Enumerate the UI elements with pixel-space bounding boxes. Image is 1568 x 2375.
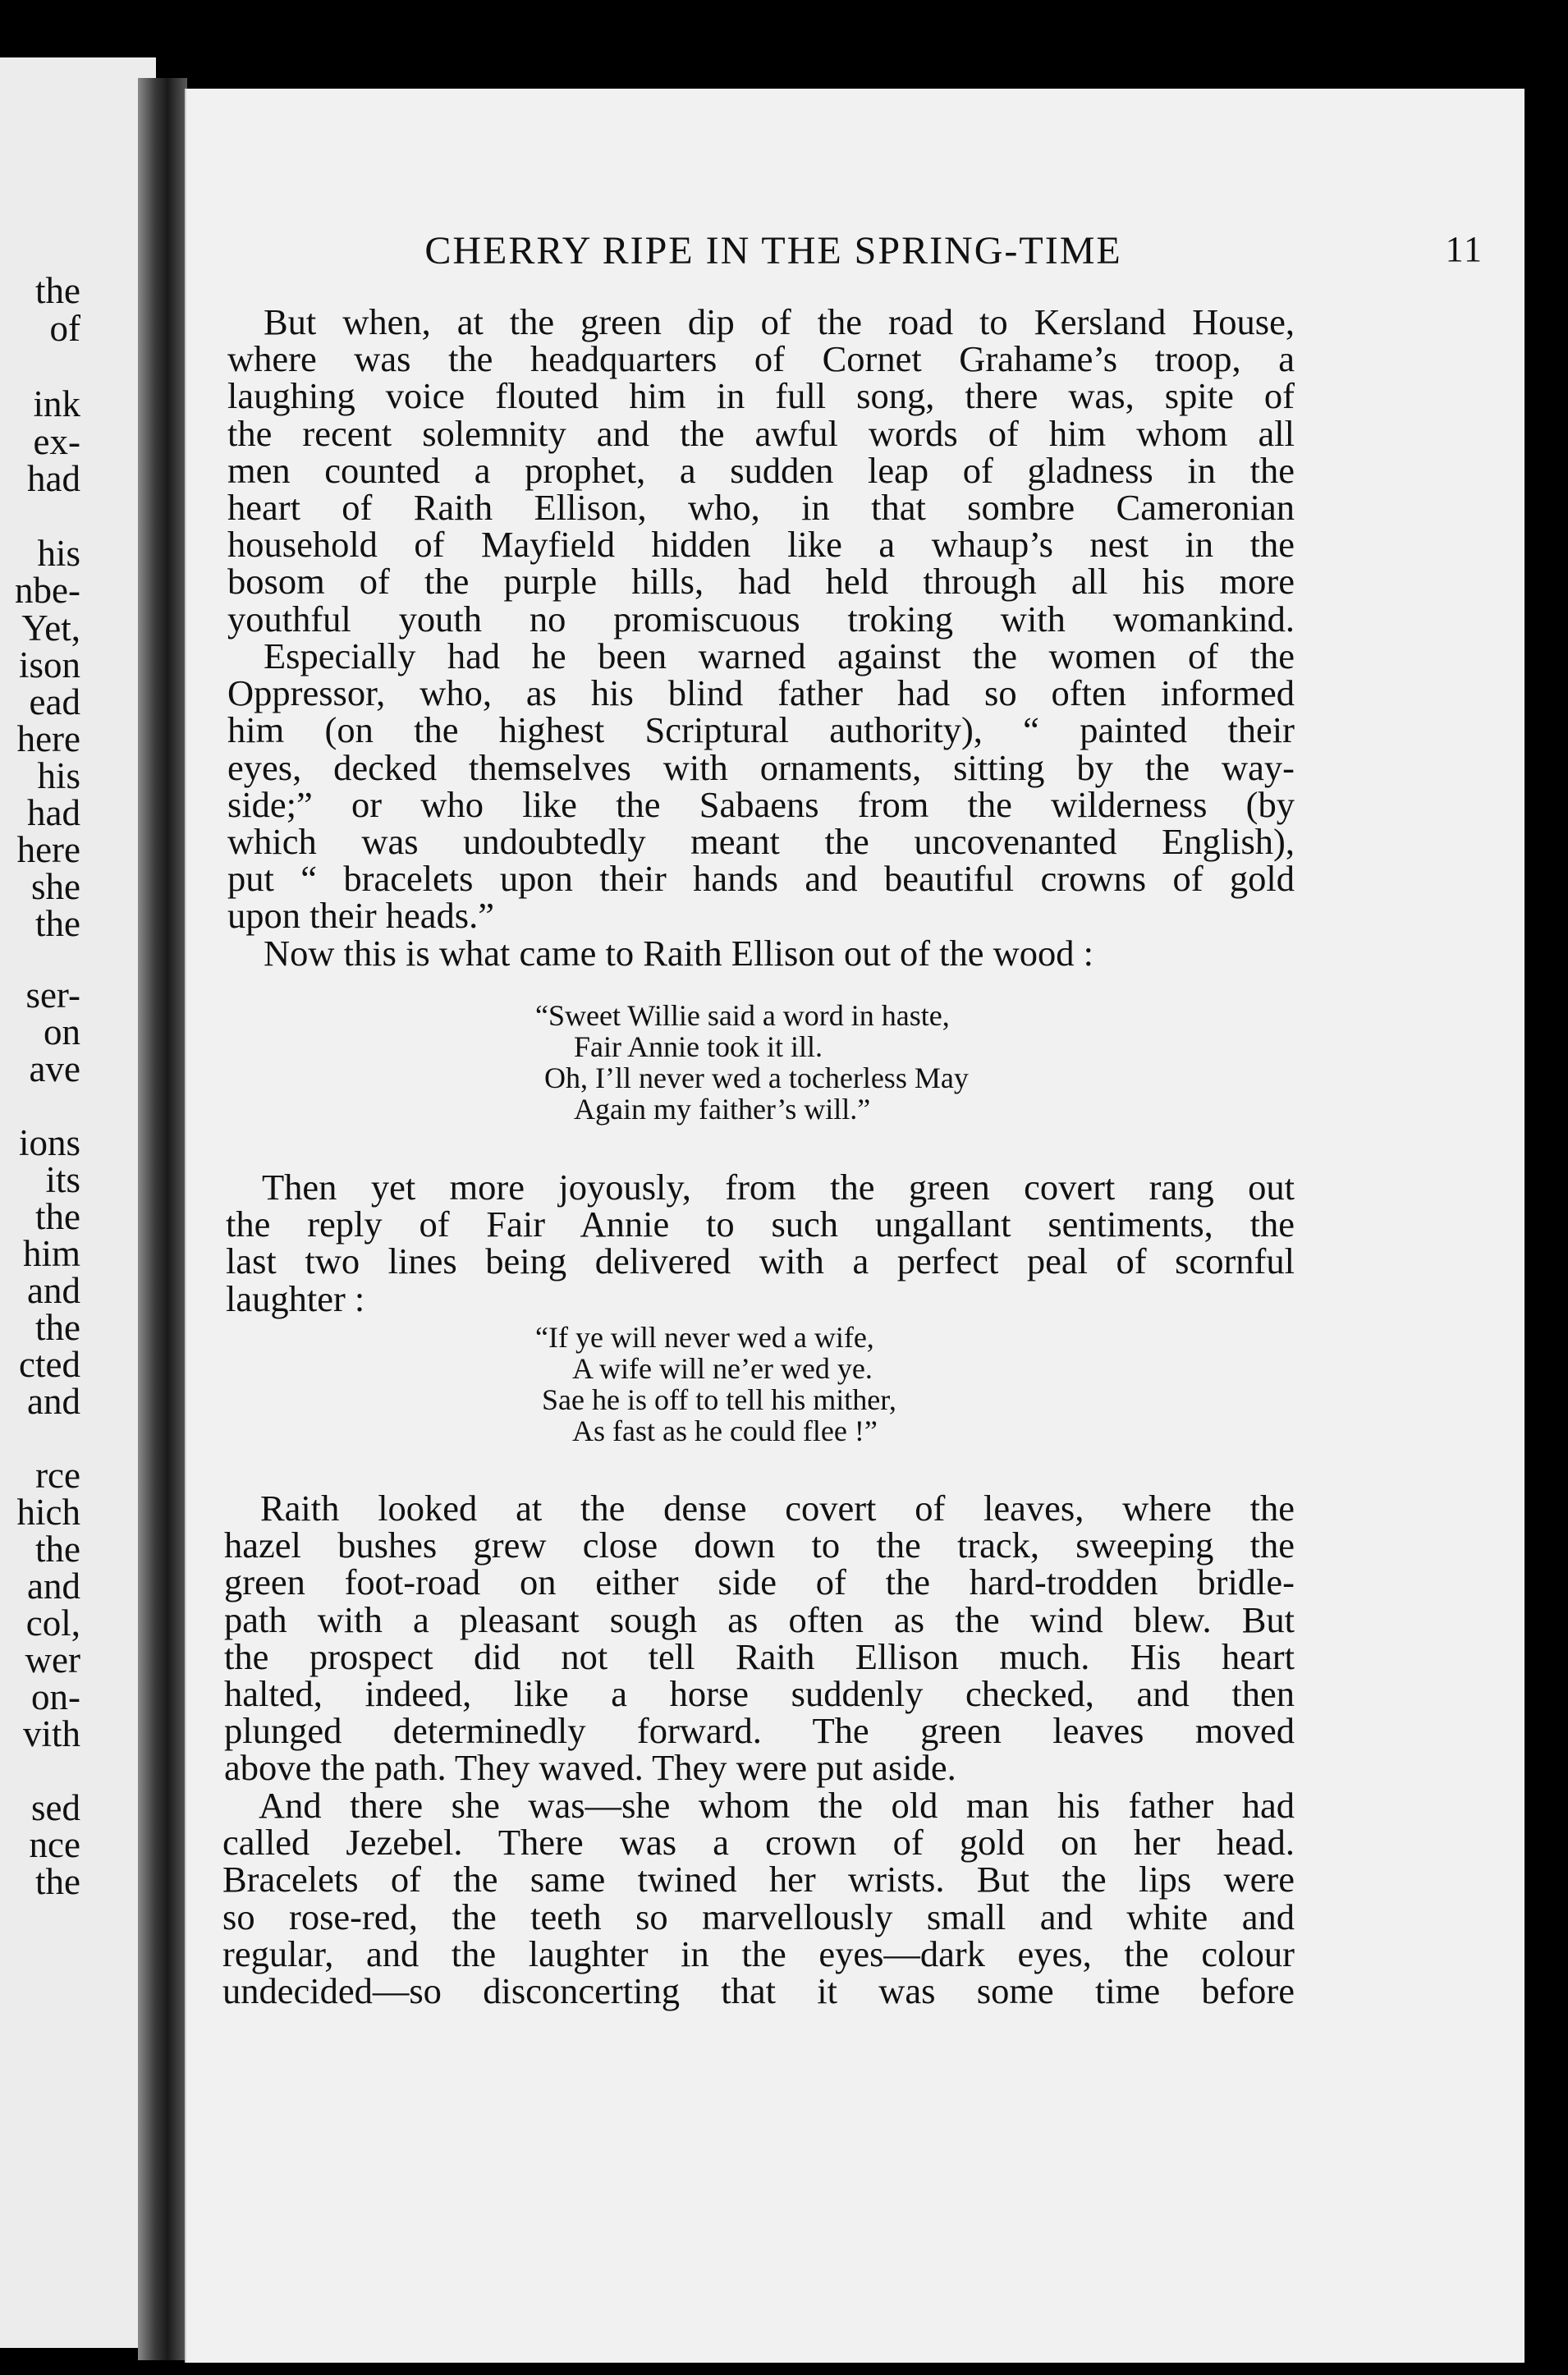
running-head: CHERRY RIPE IN THE SPRING-TIME: [424, 229, 1122, 273]
left-page-line: here: [16, 718, 80, 759]
text-line: green foot-road on either side of the hard-trodden bridle-: [224, 1561, 1295, 1603]
verse-line: As fast as he could flee !”: [572, 1414, 878, 1447]
text-line: so rose-red, the teeth so marvellously small and white and: [222, 1896, 1295, 1937]
text-line: path with a pleasant sough as often as the wind blew. But: [224, 1598, 1295, 1640]
left-page-line: ex-: [33, 421, 80, 462]
left-page-line: the: [35, 1307, 80, 1348]
text-line: Bracelets of the same twined her wrists. But the lips were: [222, 1859, 1295, 1900]
left-page-line: the: [35, 1196, 80, 1237]
left-page-line: here: [16, 829, 80, 870]
text-line: hazel bushes grew close down to the track, sweeping the: [224, 1524, 1295, 1566]
text-line: called Jezebel. There was a crown of gold on her head.: [222, 1822, 1295, 1864]
book-page: [185, 89, 1524, 2363]
left-page-line: ead: [29, 681, 80, 722]
text-line: But when, at the green dip of the road to Kersland House,: [264, 301, 1295, 342]
left-page-line: ser-: [25, 974, 80, 1016]
text-line: regular, and the laughter in the eyes—dark eyes, the colour: [222, 1933, 1295, 1974]
left-page-line: rce: [35, 1455, 80, 1496]
text-line: men counted a prophet, a sudden leap of gladness in the: [227, 449, 1295, 491]
text-line: youthful youth no promiscuous troking with womankind.: [227, 598, 1295, 640]
text-line: undecided—so disconcerting that it was some time before: [222, 1969, 1295, 2011]
paragraph: [224, 1490, 1295, 1787]
left-page-line: nbe-: [15, 570, 80, 611]
text-line: the recent solemnity and the awful words of him whom all: [227, 412, 1295, 454]
text-line: Then yet more joyously, from the green covert rang out: [262, 1167, 1295, 1208]
page-header: [351, 228, 1483, 286]
left-page-line: vith: [22, 1713, 80, 1754]
text-line: plunged determinedly forward. The green leaves moved: [224, 1710, 1295, 1752]
paragraph: [222, 1787, 1295, 2010]
left-page-line: his: [37, 755, 80, 796]
left-page-line: ink: [33, 383, 80, 424]
left-page-line: had: [27, 792, 80, 833]
text-line: Raith looked at the dense covert of leaves, where the: [260, 1488, 1295, 1529]
left-page-line: Yet,: [21, 608, 80, 649]
left-page-line: the: [35, 1861, 80, 1902]
text-line: eyes, decked themselves with ornaments, sitting by the way-: [227, 746, 1295, 788]
text-line: upon their heads.”: [227, 895, 494, 937]
left-page-line: ison: [18, 644, 80, 685]
text-line: him (on the highest Scriptural authority), “ painted their: [227, 709, 1295, 751]
paragraph: [227, 935, 1295, 972]
left-page-line: on: [44, 1011, 80, 1052]
left-page-line: on-: [31, 1676, 80, 1717]
left-page-line: had: [27, 458, 80, 499]
left-page-line: wer: [25, 1639, 80, 1680]
text-line: the reply of Fair Annie to such ungallant sentiments, the: [226, 1204, 1295, 1245]
left-page-line: and: [27, 1270, 80, 1311]
text-line: side;” or who like the Sabaens from the wilderness (by: [227, 783, 1295, 825]
left-page-line: his: [37, 533, 80, 574]
text-line: Especially had he been warned against the women of the: [264, 635, 1295, 676]
left-page-line: him: [22, 1233, 80, 1274]
left-page-line: and: [27, 1566, 80, 1607]
left-page-line: the: [35, 1529, 80, 1570]
verse-line: Fair Annie took it ill.: [574, 1030, 823, 1063]
text-line: And there she was—she whom the old man his father had: [259, 1785, 1295, 1826]
text-line: Oppressor, who, as his blind father had so often informed: [227, 672, 1295, 714]
left-page-line: cted: [19, 1344, 80, 1385]
text-line: household of Mayfield hidden like a whaup’s nest in the: [227, 524, 1295, 566]
left-page-line: she: [31, 866, 80, 907]
left-page-line: hich: [16, 1492, 80, 1533]
paragraph: [226, 1169, 1295, 1318]
text-line: where was the headquarters of Cornet Grahame’s troop, a: [227, 338, 1295, 380]
left-page-line: and: [27, 1381, 80, 1422]
text-line: Now this is what came to Raith Ellison out of the wood :: [264, 933, 1094, 974]
left-facing-page: [0, 57, 156, 2348]
text-line: halted, indeed, like a horse suddenly checked, and then: [224, 1672, 1295, 1714]
left-page-line: ave: [29, 1048, 80, 1089]
paragraph: [227, 301, 1295, 640]
page-number: 11: [1445, 229, 1483, 269]
text-line: above the path. They waved. They were put aside.: [224, 1747, 956, 1789]
left-page-line: the: [35, 903, 80, 944]
text-line: heart of Raith Ellison, who, in that sombre Cameronian: [227, 486, 1295, 528]
text-line: bosom of the purple hills, had held through all his more: [227, 561, 1295, 603]
left-page-line: the: [35, 270, 80, 311]
verse-line: Oh, I’ll never wed a tocherless May: [544, 1061, 969, 1094]
text-line: which was undoubtedly meant the uncovenanted English),: [227, 820, 1295, 862]
verse-line: “If ye will never wed a wife,: [535, 1321, 874, 1354]
left-page-line: ions: [18, 1122, 80, 1163]
left-page-line: sed: [31, 1787, 80, 1828]
text-line: laughter :: [226, 1277, 365, 1319]
left-page-line: col,: [25, 1602, 80, 1644]
text-line: last two lines being delivered with a perfect peal of scornful: [226, 1240, 1295, 1282]
left-page-line: of: [49, 308, 80, 349]
left-page-line: nce: [29, 1824, 80, 1865]
left-page-line: its: [45, 1159, 80, 1200]
paragraph: [227, 635, 1295, 937]
verse-line: “Sweet Willie said a word in haste,: [535, 999, 950, 1032]
text-line: laughing voice flouted him in full song, there was, spite of: [227, 375, 1295, 417]
verse-line: A wife will ne’er wed ye.: [572, 1352, 873, 1385]
verse-line: Again my faither’s will.”: [574, 1093, 871, 1126]
book-gutter: [138, 78, 187, 2360]
text-line: the prospect did not tell Raith Ellison much. His heart: [224, 1635, 1295, 1677]
verse-line: Sae he is off to tell his mither,: [542, 1383, 896, 1416]
text-line: put “ bracelets upon their hands and beautiful crowns of gold: [227, 858, 1295, 900]
